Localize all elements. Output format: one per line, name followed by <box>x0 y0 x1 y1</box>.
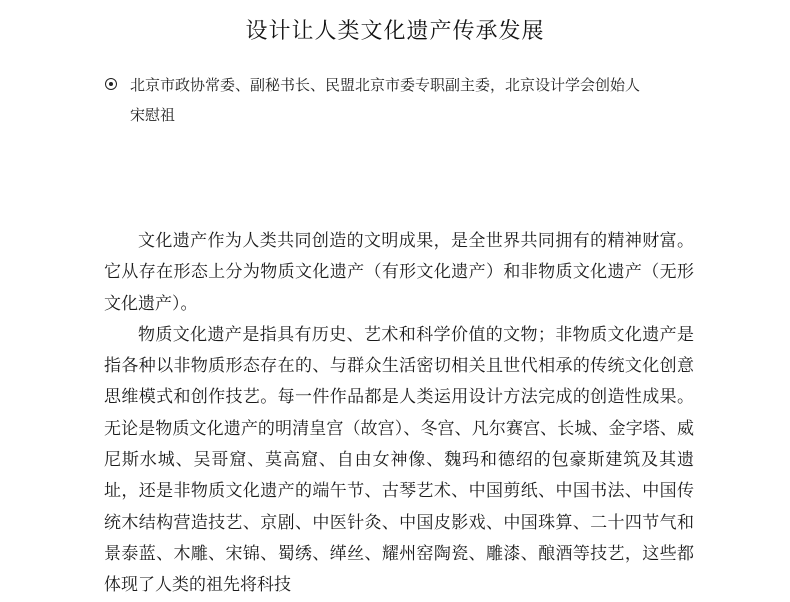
paragraph: 文化遗产作为人类共同创造的文明成果，是全世界共同拥有的精神财富。它从存在形态上分为物质文化遗产（有形文化遗产）和非物质文化遗产（无形文化遗产）。 <box>104 231 694 314</box>
article-body <box>104 226 694 602</box>
circled-dot-icon <box>104 70 120 100</box>
paragraph: 物质文化遗产是指具有历史、艺术和科学价值的文物；非物质文化遗产是指各种以非物质形态存在的、与群众生活密切相关且世代相承的传统文化创意思维模式和创作技艺。每一件作品都是人类运用设计方法完成的创造性成果。无论是物质文化遗产的明清皇宫（故宫）、冬宫、凡尔赛宫、长城、金字塔、威尼斯水城、吴哥窟、莫高窟、自由女神像、魏玛和德绍的包豪斯建筑及其遗址，还是非物质文化遗产的端午节、古琴艺术、中国剪纸、中国书法、中国传统木结构营造技艺、京剧、中医针灸、中国皮影戏、中国珠算、二十四节气和景泰蓝、木雕、宋锦、蜀绣、缂丝、耀州窑陶瓷、雕漆、酿酒等技艺，这些都体现了人类的祖先将科技 <box>104 324 694 596</box>
article-title: 设计让人类文化遗产传承发展 <box>245 19 545 44</box>
author-name: 宋慰祖 <box>130 106 176 124</box>
author-title: 北京市政协常委、副秘书长、民盟北京市委专职副主委，北京设计学会创始人 <box>130 76 641 94</box>
author-block <box>104 70 724 130</box>
